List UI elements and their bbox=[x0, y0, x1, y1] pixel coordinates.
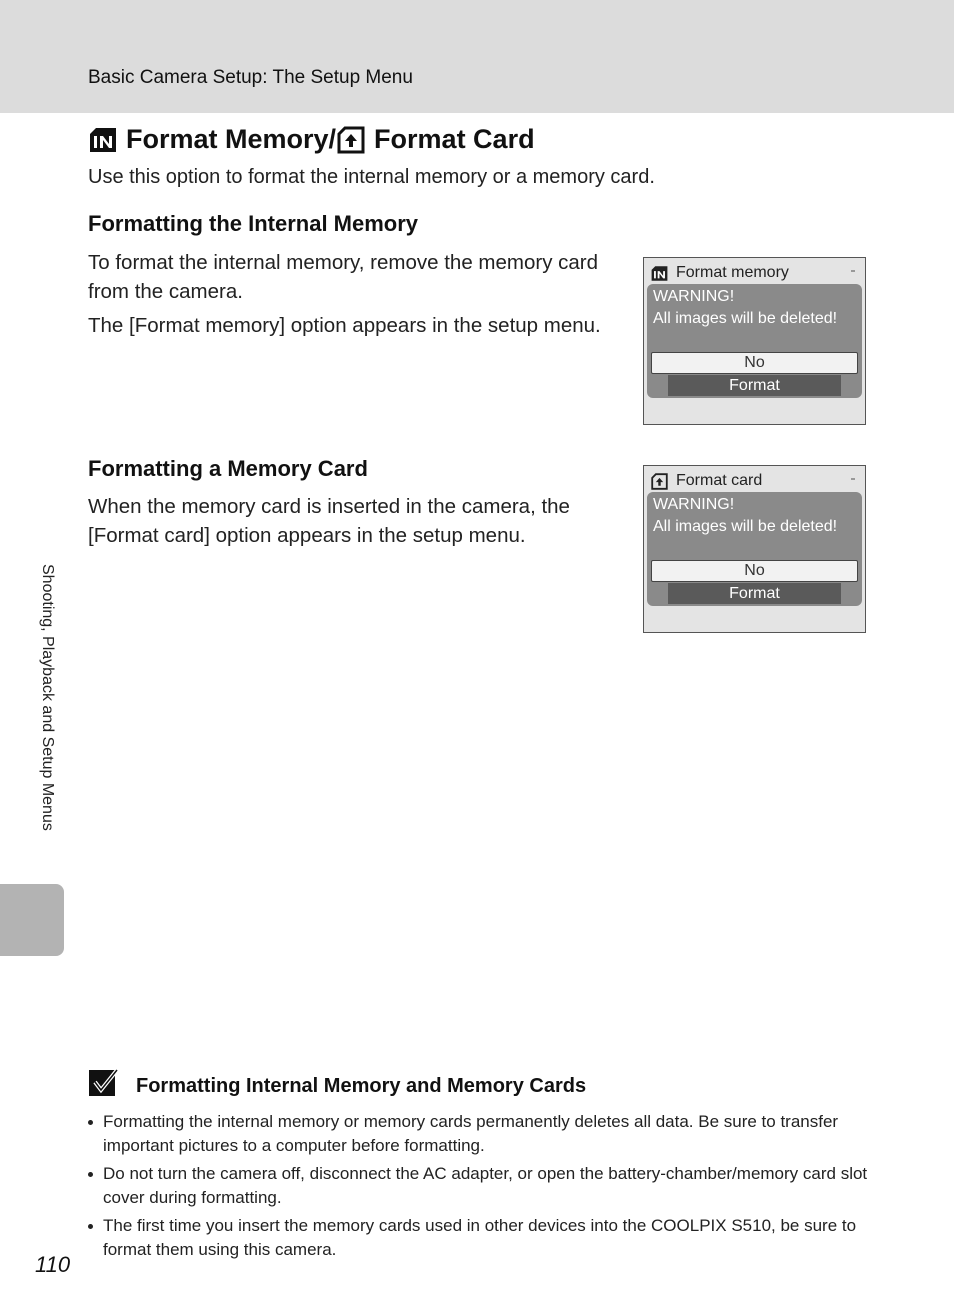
memory-card-paragraph: When the memory card is inserted in the camera, the [Format card] option appears in the setup menu. bbox=[88, 495, 570, 547]
warning-line-2: All images will be deleted! bbox=[653, 310, 838, 327]
side-section-tab bbox=[0, 884, 64, 956]
internal-memory-paragraph-2: The [Format memory] option appears in the setup menu. bbox=[88, 314, 601, 337]
screen-title-bar bbox=[650, 472, 762, 490]
option-no[interactable]: No bbox=[651, 560, 858, 582]
warning-dialog bbox=[647, 492, 862, 606]
internal-memory-icon bbox=[88, 126, 118, 154]
warning-dialog bbox=[647, 284, 862, 398]
page-title bbox=[88, 124, 535, 155]
warning-line-1: WARNING! bbox=[653, 288, 735, 305]
format-card-screen bbox=[643, 465, 866, 633]
title-part-memory: Format Memory/ bbox=[126, 124, 337, 154]
memory-card-icon bbox=[650, 473, 669, 490]
scroll-indicator bbox=[851, 478, 855, 480]
section-heading-internal-memory: Formatting the Internal Memory bbox=[88, 211, 419, 236]
bullet-icon bbox=[88, 1224, 93, 1229]
bullet-text: The first time you insert the memory cards used in other devices into the COOLPIX S510, be sure to format them using this camera. bbox=[103, 1216, 857, 1259]
format-memory-screen bbox=[643, 257, 866, 425]
header-band bbox=[0, 0, 954, 113]
warning-text bbox=[653, 494, 837, 538]
list-item bbox=[88, 1110, 878, 1158]
internal-memory-paragraph-1: To format the internal memory, remove the memory card from the camera. bbox=[88, 251, 599, 303]
screen-title-bar bbox=[650, 264, 789, 282]
list-item bbox=[88, 1214, 878, 1262]
list-item bbox=[88, 1162, 878, 1210]
screen-title: Format card bbox=[676, 472, 763, 489]
warning-text bbox=[653, 286, 837, 330]
scroll-indicator bbox=[851, 270, 855, 272]
warning-line-1: WARNING! bbox=[653, 496, 735, 513]
bullet-text: Formatting the internal memory or memory cards permanently deletes all data. Be sure to transfer important pictures to a computer before formatting. bbox=[103, 1112, 839, 1155]
running-header: Basic Camera Setup: The Setup Menu bbox=[88, 67, 413, 88]
bullet-text: Do not turn the camera off, disconnect the AC adapter, or open the battery-chamber/memory card slot cover during formatting. bbox=[103, 1164, 868, 1207]
option-format[interactable]: Format bbox=[668, 583, 841, 604]
internal-memory-icon bbox=[650, 265, 669, 282]
section-heading-memory-card: Formatting a Memory Card bbox=[88, 456, 368, 481]
memory-card-icon bbox=[336, 126, 366, 154]
bullet-icon bbox=[88, 1172, 93, 1177]
title-part-card: Format Card bbox=[374, 124, 535, 154]
page-number: 110 bbox=[35, 1252, 71, 1277]
screen-title: Format memory bbox=[676, 264, 789, 281]
note-bullet-list bbox=[88, 1110, 878, 1266]
option-no[interactable]: No bbox=[651, 352, 858, 374]
side-section-label-text: Shooting, Playback and Setup Menus bbox=[39, 564, 56, 831]
bullet-icon bbox=[88, 1120, 93, 1125]
check-note-icon bbox=[89, 1068, 119, 1098]
intro-text: Use this option to format the internal memory or a memory card. bbox=[88, 166, 655, 188]
warning-line-2: All images will be deleted! bbox=[653, 518, 838, 535]
option-format[interactable]: Format bbox=[668, 375, 841, 396]
note-heading: Formatting Internal Memory and Memory Cards bbox=[136, 1075, 587, 1097]
side-section-label bbox=[38, 564, 58, 870]
